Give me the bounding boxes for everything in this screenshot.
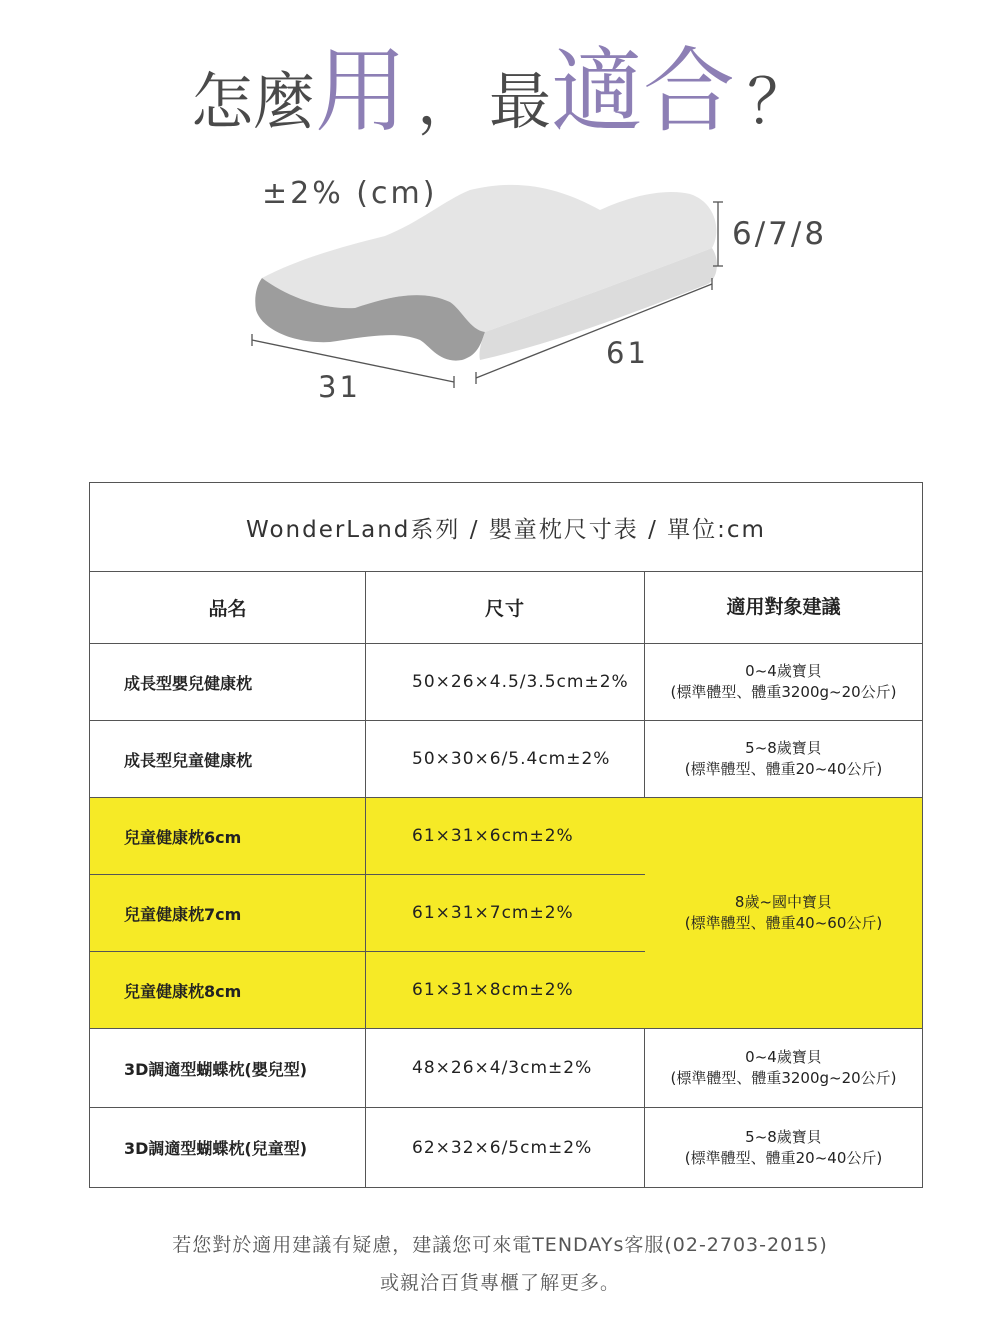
- suit-line-1: 5~8歲寶貝: [745, 1127, 822, 1146]
- tolerance-label: ±2% (cm): [262, 176, 438, 211]
- footer-line-1: 若您對於適用建議有疑慮，建議您可來電TENDAYs客服(02-2703-2015): [172, 1234, 828, 1256]
- product-name: 成長型嬰兒健康枕: [90, 644, 366, 720]
- product-size: 61×31×6cm±2%: [412, 826, 574, 846]
- table-row: [90, 1029, 922, 1108]
- pillow-illustration: [0, 160, 1000, 420]
- product-size: 61×31×7cm±2%: [412, 903, 574, 923]
- title-part-3: 最: [489, 65, 552, 138]
- size-table: [89, 482, 923, 1188]
- product-suitability: [645, 644, 922, 720]
- suit-line-1: 8歲~國中寶貝: [734, 893, 833, 911]
- suit-line-2: (標準體型、體重3200g~20公斤): [670, 1069, 897, 1087]
- product-suitability: [645, 1108, 922, 1187]
- table-row: [90, 875, 645, 952]
- table-row: [90, 1108, 922, 1187]
- product-size: 50×30×6/5.4cm±2%: [366, 721, 645, 797]
- page-title: [0, 18, 1000, 150]
- title-question: ？: [747, 65, 810, 138]
- product-name: 成長型兒童健康枕: [90, 721, 366, 797]
- product-name: 兒童健康枕6cm: [90, 798, 366, 874]
- title-part-2: 用: [314, 38, 407, 145]
- product-name: 3D調適型蝴蝶枕(嬰兒型): [90, 1029, 366, 1107]
- product-size: 48×26×4/3cm±2%: [366, 1029, 645, 1107]
- suit-line-2: (標準體型、體重20~40公斤): [684, 760, 883, 778]
- height-label: 6/7/8: [732, 216, 828, 252]
- suit-line-1: 0~4歲寶貝: [745, 1048, 822, 1066]
- product-name: 兒童健康枕8cm: [90, 952, 366, 1028]
- suit-line-1: 0~4歲寶貝: [745, 662, 822, 680]
- footer-line-2: 或親洽百貨專櫃了解更多。: [379, 1272, 620, 1294]
- length-label: 61: [606, 336, 649, 370]
- suit-line-1: 5~8歲寶貝: [745, 739, 822, 757]
- table-header-row: [90, 572, 922, 644]
- table-row: [90, 952, 645, 1028]
- suit-line-2: (標準體型、體重20~40公斤): [684, 1148, 883, 1167]
- title-part-1: 怎麼: [190, 65, 315, 138]
- table-row: [90, 798, 645, 875]
- product-name: 兒童健康枕7cm: [90, 875, 366, 951]
- product-size: 50×26×4.5/3.5cm±2%: [366, 644, 645, 720]
- highlight-group: [90, 798, 922, 1029]
- product-size: 61×31×8cm±2%: [412, 980, 574, 1000]
- suit-line-2: (標準體型、體重40~60公斤): [684, 914, 883, 932]
- pillow-diagram: [0, 160, 1000, 420]
- header-size: 尺寸: [366, 572, 645, 643]
- header-suitability: 適用對象建議: [726, 596, 841, 618]
- header-name: 品名: [90, 572, 366, 643]
- table-title: WonderLand系列 / 嬰童枕尺寸表 / 單位:cm: [90, 483, 922, 572]
- table-row: [90, 644, 922, 721]
- merged-suitability-cell: [645, 798, 922, 1028]
- title-part-4: 適合: [551, 38, 736, 145]
- product-suitability: [645, 1029, 922, 1107]
- footer-note: [0, 1226, 1000, 1302]
- product-name: 3D調適型蝴蝶枕(兒童型): [90, 1108, 366, 1187]
- product-size: 62×32×6/5cm±2%: [366, 1108, 645, 1187]
- title-comma: ，: [416, 65, 479, 138]
- suit-line-2: (標準體型、體重3200g~20公斤): [670, 683, 897, 701]
- width-label: 31: [318, 370, 361, 404]
- product-suitability: [645, 721, 922, 797]
- table-row: [90, 721, 922, 798]
